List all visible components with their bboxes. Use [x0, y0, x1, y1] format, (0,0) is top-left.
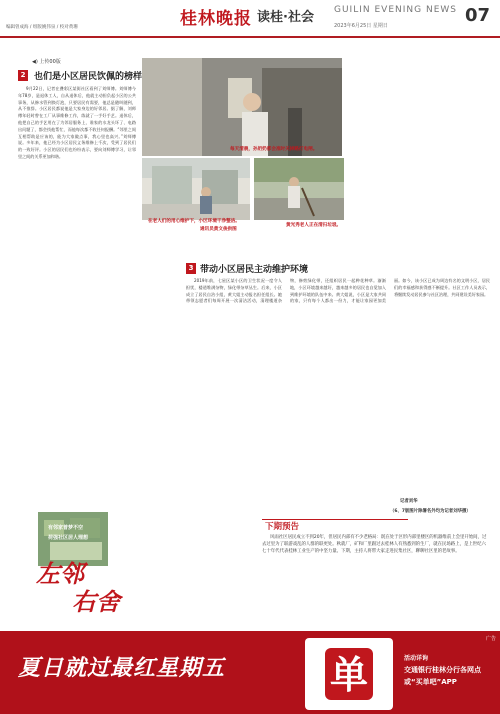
preview-text: 风雨社区居民成立不到20年，但居民内部有不少老格局：既在处于区形内部里楼区的机器维前上会里开始间，过去过里为了联游戏乱的人群的联更处。秋就厂，矿和厂里跟过去桂林人有熟悉到的生厂，就在民场路上，是上世纪六七十年代代表桂林工业生产的中坚力量。下期，主持人将带大家走进民集社区，聊聊社区里的老故事。 [262, 535, 487, 554]
page-header [0, 0, 500, 38]
ad-info-label: 活动详询 [404, 655, 429, 662]
article-body: 9月22日，记者在叠彩区某街社区看到了刘师傅。刘师傅今年78岁，是退休工人，自从退休后，他就主动担负起小区的公共事务，从修水管到换灯泡，只要居民有需要，他总是随叫随到，从不推辞。小区居民都说他是大家身边的好邻居。据了解，刘师傅年轻时曾在工厂从事维修工作，练就了一手好手艺。退休后，他把自己的手艺用在了为邻居服务上，谁家的水龙头坏了、电路出问题了，都会找他帮忙，而他每次都不收任何报酬。“邻里之间互相帮助是应该的，能为大家做点事，我心里也高兴。”刘师傅说。多年来，他已经为小区居民义务维修上千次，受到了居民们的一致好评。小区的居民们也纷纷表示，要向刘师傅学习，让邻里之间的关系更加和谐。 [18, 86, 136, 159]
logo-word-1: 左邻 [36, 560, 84, 588]
section-name: 读桂·社会 [257, 10, 314, 25]
ad-info-line: 交通银行桂林分行各网点 [404, 666, 481, 674]
photo-illustration [142, 58, 342, 156]
ad-info-line: 或“买单吧”APP [404, 678, 457, 686]
photo-caption: 每天清晨，孙奶奶都会准时关掉路灯电闸。 [230, 147, 318, 152]
photo-note: （6、7版图片除署名外均为记者刘华摄） [390, 509, 471, 514]
ad-label: 广告 [486, 636, 497, 642]
article-number: 3 [186, 263, 196, 274]
photo-community [142, 158, 250, 220]
svg-text:单: 单 [329, 653, 369, 697]
logo-word-2: 右舍 [72, 588, 120, 616]
newspaper-brand: 桂林晚报 [180, 9, 252, 29]
photo-caption: 黄光秀老人正在清扫垃圾。 [286, 223, 342, 228]
logo-subtitle: 荷强社区居人理想 [48, 535, 89, 541]
advertisement-banner[interactable] [0, 631, 500, 714]
photo-illustration [254, 158, 344, 220]
photo-caption: 在老人们的用心维护下，小区环境干净整洁。 [148, 219, 240, 224]
audio-listen-link[interactable] [32, 58, 61, 65]
issue-date: 2023年6月25日 星期日 [334, 23, 388, 29]
listen-label: 上传00版 [39, 59, 61, 65]
maidan-logo-icon [305, 638, 393, 710]
preview-title: 下期预告 [265, 522, 300, 532]
article-title: 也们是小区居民饮佩的榜样 [34, 72, 143, 82]
article-body: 2019年前，七星区某小区的卫生状况一度令人担忧，楼道堆满杂物，绿化带杂草丛生。后来，小区成立了居民自治小组，黄大姐主动报名担任组长。她带领志愿者们每周开展一次清洁活动，清理楼道杂物，修剪绿化带，还组织居民一起种花种草。渐渐地，小区环境越来越好，越来越多的居民也自觉加入到维护环境的队伍中来。黄大姐说，小区是大家共同的家，只有每个人都出一份力，才能让家园更加美丽。如今，该小区已成为周边有名的文明小区，居民们的幸福感和获得感不断提升。社区工作人员表示，将继续发动居民参与社区治理，共同建设美好家园。 [186, 278, 490, 304]
photo-illustration [142, 158, 250, 220]
page-number: 07 [465, 5, 491, 26]
article-number: 2 [18, 70, 28, 81]
photo-credit: 通讯员黄文俊供图 [200, 227, 237, 232]
article-title: 带动小区居民主动维护环境 [200, 265, 309, 275]
editor-credits: 编辑曾成海 / 组版姚伟泉 / 校对黄珊 [6, 25, 78, 30]
logo-subtitle: 有邻家普梦不空 [48, 525, 84, 531]
ad-headline: 夏日就过最红星期五 [18, 656, 226, 681]
byline: 记者刘华 [400, 499, 418, 504]
maidan-logo [305, 638, 393, 710]
column-logo [28, 494, 146, 622]
speaker-icon: ◀) [32, 59, 38, 65]
photo-light-switch [142, 58, 342, 156]
photo-sweeping [254, 158, 344, 220]
english-title: GUILIN EVENING NEWS [334, 5, 457, 15]
